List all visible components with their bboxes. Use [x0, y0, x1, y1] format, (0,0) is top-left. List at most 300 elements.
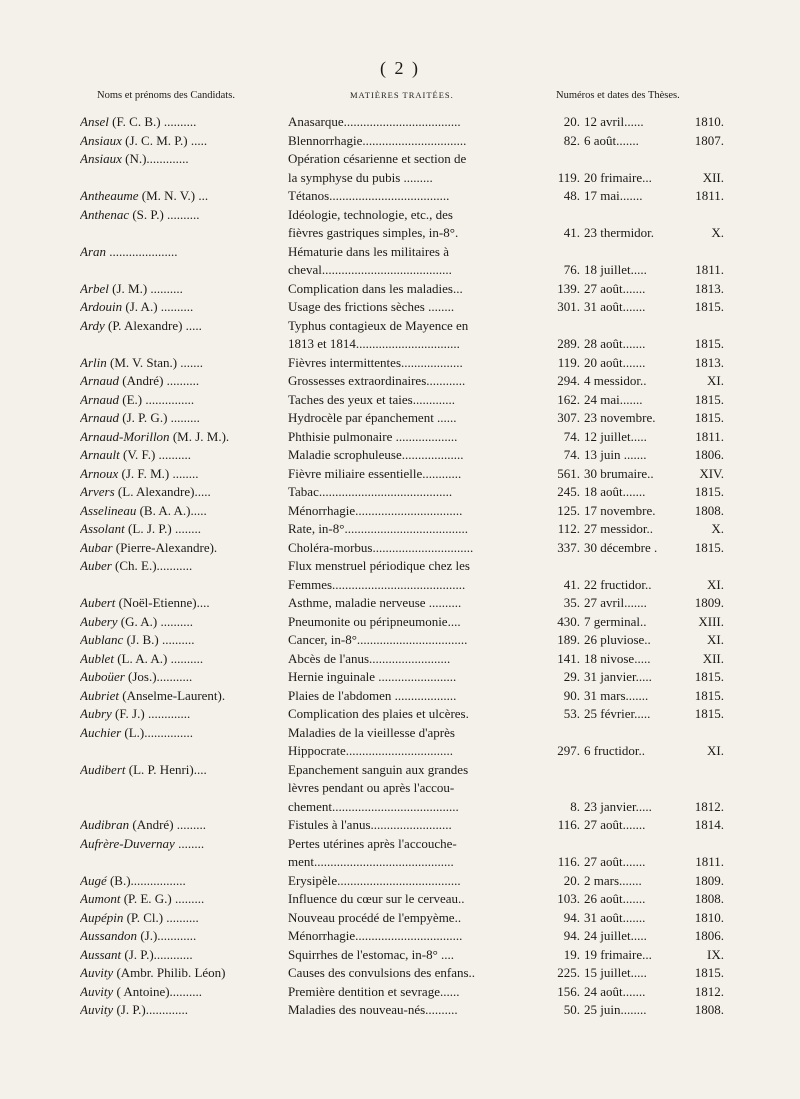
thesis-year: 1811. [695, 428, 724, 444]
thesis-number-date [548, 983, 724, 1002]
thesis-subject-line: Fièvres intermittentes................... [288, 354, 463, 370]
candidate-given-names: (J. P. G.) ......... [119, 410, 200, 425]
thesis-year: 1815. [694, 410, 724, 425]
thesis-subject-line: Hippocrate................................. [288, 743, 454, 758]
candidate-given-names: (F. C. B.) .......... [108, 114, 197, 129]
candidate-surname: Ardouin [80, 299, 123, 314]
thesis-subject-line: Première dentition et sevrage...... [288, 983, 460, 999]
candidate-surname: Ansiaux [80, 132, 122, 148]
thesis-number-date [548, 650, 724, 669]
thesis-year: 1811. [695, 262, 724, 277]
thesis-number-date [548, 187, 724, 206]
thesis-year: 1815. [694, 484, 724, 499]
list-item [0, 890, 800, 909]
thesis-number-date [548, 909, 724, 928]
list-item [0, 650, 800, 669]
thesis-subject [288, 409, 534, 428]
thesis-date: 27 avril....... [584, 595, 647, 610]
list-item [0, 724, 800, 761]
thesis-subject [288, 206, 534, 243]
thesis-number: 29. [563, 669, 580, 684]
thesis-year: XI. [707, 373, 724, 388]
thesis-number: 139. [557, 280, 580, 296]
thesis-year: 1811. [695, 854, 724, 869]
thesis-number: 337. [557, 539, 580, 555]
candidate-name [80, 668, 280, 687]
candidate-surname: Aublet [80, 650, 114, 666]
thesis-subject [288, 594, 534, 613]
thesis-date: 17 mai....... [584, 188, 643, 203]
thesis-date: 31 août....... [584, 909, 646, 925]
candidate-surname: Auvity [80, 1002, 114, 1017]
candidate-surname: Arlin [80, 354, 107, 370]
thesis-subject-line: Maladies des nouveau-nés.......... [288, 1002, 458, 1017]
thesis-subject-line: 1813 et 1814................................ [288, 336, 460, 351]
list-item [0, 927, 800, 946]
candidate-given-names: (B. A. A.)..... [136, 502, 207, 518]
thesis-year: 1810. [694, 114, 724, 129]
thesis-number-date [548, 1001, 724, 1020]
thesis-subject [288, 946, 534, 965]
thesis-subject-line: Complication des plaies et ulcères. [288, 706, 469, 721]
thesis-number-date [548, 668, 724, 687]
thesis-subject [288, 150, 534, 187]
thesis-subject-line: Abcès de l'anus......................... [288, 650, 451, 666]
candidate-surname: Antheaume [80, 188, 139, 203]
candidate-name [80, 446, 280, 465]
thesis-number: 103. [557, 891, 580, 906]
header-matters: MATIÈRES TRAITÉES. [350, 90, 454, 100]
thesis-subject-line: Grossesses extraordinaires............ [288, 373, 466, 388]
thesis-date: 20 août....... [584, 354, 646, 370]
thesis-number: 301. [557, 299, 580, 314]
thesis-subject [288, 243, 534, 280]
thesis-list [0, 113, 800, 1020]
thesis-subject-line: Squirrhes de l'estomac, in-8° .... [288, 946, 455, 962]
thesis-subject [288, 502, 534, 521]
thesis-subject [288, 372, 534, 391]
candidate-name [80, 409, 280, 428]
thesis-date: 19 frimaire... [584, 946, 652, 962]
thesis-year: 1814. [694, 817, 724, 832]
thesis-subject-line: Plaies de l'abdomen ................... [288, 687, 457, 703]
thesis-subject-line: Typhus contagieux de Mayence en [288, 317, 469, 333]
thesis-subject [288, 539, 534, 558]
candidate-name [80, 483, 280, 502]
candidate-name [80, 206, 280, 225]
candidate-name [80, 298, 280, 317]
thesis-number: 561. [557, 465, 580, 481]
thesis-year: 1815. [694, 299, 724, 314]
list-item [0, 687, 800, 706]
list-item [0, 594, 800, 613]
candidate-surname: Arnaud [80, 410, 119, 425]
thesis-number: 20. [563, 872, 580, 888]
candidate-given-names: (J. B.) .......... [123, 632, 195, 647]
thesis-number: 294. [557, 373, 580, 388]
candidate-given-names: (Ch. E.)........... [111, 558, 193, 573]
candidate-name [80, 890, 280, 909]
list-item [0, 428, 800, 447]
candidate-name [80, 465, 280, 484]
candidate-given-names: (L. P. Henri).... [125, 761, 207, 777]
candidate-name [80, 705, 280, 724]
candidate-given-names: (G. A.) .......... [117, 613, 194, 629]
thesis-number: 94. [563, 909, 580, 925]
thesis-number: 19. [563, 946, 580, 962]
thesis-date: 18 août....... [584, 484, 646, 499]
candidate-name [80, 539, 280, 558]
thesis-subject-line: fièvres gastriques simples, in-8°. [288, 225, 459, 240]
candidate-surname: Aupépin [80, 909, 124, 925]
thesis-subject-line: Fistules à l'anus......................... [288, 817, 452, 832]
thesis-number: 20. [563, 114, 580, 129]
thesis-year: 1807. [694, 132, 724, 148]
thesis-date: 12 avril...... [584, 114, 644, 129]
thesis-number: 90. [563, 687, 580, 703]
candidate-name [80, 631, 280, 650]
candidate-surname: Aublanc [80, 632, 124, 647]
thesis-subject [288, 613, 534, 632]
thesis-number-date [548, 853, 724, 872]
list-item [0, 631, 800, 650]
thesis-subject-line: Asthme, maladie nerveuse .......... [288, 595, 462, 610]
thesis-year: 1809. [694, 872, 724, 888]
candidate-given-names: (Pierre-Alexandre). [112, 539, 218, 555]
candidate-surname: Aubry [80, 706, 112, 721]
thesis-date: 23 novembre. [584, 410, 656, 425]
thesis-subject-line: Flux menstruel périodique chez les [288, 558, 470, 573]
thesis-number-date [548, 594, 724, 613]
thesis-number: 225. [557, 965, 580, 980]
thesis-date: 25 juin........ [584, 1002, 647, 1017]
candidate-surname: Arnoux [80, 465, 119, 481]
thesis-subject [288, 890, 534, 909]
thesis-date: 22 fructidor.. [584, 576, 652, 592]
candidate-given-names: (J. P.)............ [121, 946, 193, 962]
candidate-surname: Aran [80, 243, 106, 259]
thesis-number-date [548, 428, 724, 447]
thesis-subject [288, 280, 534, 299]
thesis-subject [288, 446, 534, 465]
candidate-surname: Audibran [80, 817, 130, 832]
candidate-name [80, 816, 280, 835]
thesis-subject-line: Nouveau procédé de l'empyème.. [288, 909, 462, 925]
list-item [0, 113, 800, 132]
thesis-subject [288, 298, 534, 317]
thesis-year: X. [711, 225, 724, 240]
thesis-number: 53. [563, 706, 580, 721]
thesis-subject [288, 187, 534, 206]
thesis-date: 7 germinal.. [584, 613, 647, 629]
candidate-surname: Arbel [80, 280, 109, 296]
candidate-name [80, 150, 280, 169]
thesis-number-date [548, 742, 724, 761]
candidate-name [80, 724, 280, 743]
thesis-subject-line: Rate, in-8°...................................... [288, 521, 468, 536]
thesis-number-date [548, 280, 724, 299]
candidate-surname: Arvers [80, 484, 115, 499]
thesis-date: 27 messidor.. [584, 521, 653, 536]
candidate-name [80, 946, 280, 965]
thesis-subject-line: Usage des frictions sèches ........ [288, 299, 455, 314]
list-item [0, 280, 800, 299]
candidate-surname: Augé [80, 872, 107, 888]
thesis-number-date [548, 613, 724, 632]
thesis-number-date [548, 372, 724, 391]
thesis-year: XI. [707, 743, 724, 758]
thesis-date: 6 fructidor.. [584, 743, 646, 758]
list-item [0, 983, 800, 1002]
thesis-year: XI. [707, 576, 724, 592]
candidate-name [80, 557, 280, 576]
thesis-subject-line: Blennorrhagie................................ [288, 132, 467, 148]
thesis-year: 1808. [694, 1002, 724, 1017]
thesis-date: 17 novembre. [584, 502, 656, 518]
candidate-surname: Aubar [80, 539, 113, 555]
thesis-year: 1815. [694, 539, 724, 555]
thesis-year: 1815. [694, 965, 724, 980]
thesis-number-date [548, 890, 724, 909]
candidate-given-names: ..................... [106, 243, 178, 259]
thesis-subject [288, 557, 534, 594]
thesis-date: 6 août....... [584, 132, 639, 148]
thesis-number: 119. [557, 169, 580, 185]
list-item [0, 539, 800, 558]
thesis-date: 27 août....... [584, 854, 646, 869]
list-item [0, 557, 800, 594]
candidate-given-names: (F. J.) ............. [111, 706, 191, 721]
candidate-surname: Auvity [80, 965, 114, 980]
candidate-name [80, 354, 280, 373]
thesis-year: 1815. [694, 336, 724, 351]
thesis-number-date [548, 502, 724, 521]
thesis-number-date [548, 169, 724, 188]
thesis-subject [288, 317, 534, 354]
thesis-subject [288, 872, 534, 891]
candidate-surname: Aussandon [80, 928, 138, 943]
thesis-date: 12 juillet..... [584, 428, 647, 444]
candidate-given-names: (L. Alexandre)..... [114, 484, 211, 499]
thesis-number: 430. [557, 613, 580, 629]
candidate-name [80, 113, 280, 132]
thesis-number-date [548, 409, 724, 428]
candidate-given-names: (Jos.)........... [124, 669, 193, 684]
thesis-number-date [548, 705, 724, 724]
thesis-subject-line: Tabac......................................... [288, 484, 453, 499]
thesis-number-date [548, 687, 724, 706]
candidate-name [80, 761, 280, 780]
thesis-year: 1806. [694, 447, 724, 462]
thesis-number-date [548, 483, 724, 502]
thesis-date: 23 thermidor. [584, 225, 655, 240]
thesis-number: 189. [557, 632, 580, 647]
candidate-name [80, 835, 280, 854]
thesis-date: 24 juillet..... [584, 928, 647, 943]
thesis-subject-line: lèvres pendant ou après l'accou- [288, 780, 455, 795]
thesis-year: 1813. [694, 354, 724, 370]
candidate-given-names: (J. A.) .......... [122, 299, 194, 314]
candidate-given-names: (N.)............. [121, 151, 189, 166]
candidate-surname: Assolant [80, 521, 125, 536]
candidate-given-names: (J.)............ [137, 928, 197, 943]
list-item [0, 483, 800, 502]
thesis-number: 35. [563, 595, 580, 610]
list-item [0, 705, 800, 724]
thesis-subject [288, 909, 534, 928]
thesis-number-date [548, 946, 724, 965]
candidate-surname: Auchier [80, 724, 122, 740]
thesis-subject [288, 132, 534, 151]
candidate-given-names: (M. V. Stan.) ....... [106, 354, 204, 370]
thesis-subject [288, 835, 534, 872]
thesis-subject-line: Cancer, in-8°.................................. [288, 632, 468, 647]
thesis-date: 27 août....... [584, 817, 646, 832]
thesis-number: 116. [557, 817, 580, 832]
thesis-subject [288, 1001, 534, 1020]
candidate-given-names: (S. P.) .......... [129, 206, 200, 222]
candidate-given-names: (L.)............... [121, 724, 194, 740]
thesis-number: 141. [557, 650, 580, 666]
thesis-subject-line: Epanchement sanguin aux grandes [288, 761, 469, 777]
thesis-subject [288, 705, 534, 724]
candidate-given-names: ( Antoine).......... [113, 983, 203, 999]
thesis-year: 1815. [694, 706, 724, 721]
thesis-subject-line: Choléra-morbus............................... [288, 539, 474, 555]
list-item [0, 391, 800, 410]
thesis-number: 48. [563, 188, 580, 203]
thesis-year: 1812. [694, 983, 724, 999]
thesis-date: 31 janvier..... [584, 669, 652, 684]
candidate-given-names: (André) .......... [119, 373, 200, 388]
candidate-name [80, 650, 280, 669]
thesis-date: 18 juillet..... [584, 262, 647, 277]
thesis-date: 24 août....... [584, 983, 646, 999]
thesis-date: 23 janvier..... [584, 798, 652, 814]
thesis-number-date [548, 354, 724, 373]
thesis-subject-line: Tétanos..................................... [288, 188, 450, 203]
thesis-year: X. [711, 521, 724, 536]
candidate-given-names: (Noël-Etienne).... [115, 595, 210, 610]
thesis-date: 26 pluviose.. [584, 632, 651, 647]
thesis-number-date [548, 113, 724, 132]
thesis-subject-line: Complication dans les maladies... [288, 280, 463, 296]
thesis-year: 1810. [694, 909, 724, 925]
thesis-subject-line: ment........................................... [288, 854, 454, 869]
thesis-number: 41. [563, 576, 580, 592]
thesis-subject [288, 964, 534, 983]
thesis-number: 94. [563, 928, 580, 943]
thesis-year: IX. [707, 946, 724, 962]
thesis-year: XI. [707, 632, 724, 647]
thesis-number: 74. [563, 428, 580, 444]
thesis-number: 297. [557, 743, 580, 758]
thesis-subject-line: Taches des yeux et taies............. [288, 391, 455, 407]
candidate-given-names: (André) ......... [129, 817, 207, 832]
list-item [0, 761, 800, 817]
thesis-number: 245. [557, 484, 580, 499]
thesis-number-date [548, 465, 724, 484]
list-item [0, 816, 800, 835]
thesis-date: 25 février..... [584, 706, 651, 721]
thesis-year: 1815. [694, 687, 724, 703]
list-item [0, 298, 800, 317]
candidate-surname: Aubert [80, 595, 116, 610]
thesis-subject-line: Influence du cœur sur le cerveau.. [288, 891, 465, 906]
list-item [0, 909, 800, 928]
thesis-year: XIII. [698, 613, 724, 629]
thesis-number-date [548, 298, 724, 317]
candidate-name [80, 927, 280, 946]
thesis-subject [288, 816, 534, 835]
list-item [0, 317, 800, 354]
thesis-subject-line: Opération césarienne et section de [288, 151, 467, 166]
list-item [0, 150, 800, 187]
thesis-subject [288, 927, 534, 946]
thesis-date: 2 mars....... [584, 872, 642, 888]
thesis-date: 28 août....... [584, 336, 646, 351]
thesis-subject-line: Femmes......................................... [288, 576, 466, 592]
candidate-surname: Arnaud-Morillon [80, 428, 170, 444]
thesis-date: 24 mai....... [584, 391, 643, 407]
candidate-given-names: (P. E. G.) ......... [120, 891, 205, 906]
candidate-surname: Aubriet [80, 687, 119, 703]
thesis-number: 156. [557, 983, 580, 999]
list-item [0, 409, 800, 428]
thesis-subject-line: Hématurie dans les militaires à [288, 243, 450, 259]
thesis-number: 74. [563, 447, 580, 462]
list-item [0, 520, 800, 539]
list-item [0, 872, 800, 891]
candidate-surname: Auboüer [80, 669, 125, 684]
candidate-name [80, 909, 280, 928]
candidate-surname: Auber [80, 558, 112, 573]
thesis-subject-line: Ménorrhagie................................. [288, 502, 463, 518]
thesis-number-date [548, 927, 724, 946]
thesis-number-date [548, 391, 724, 410]
thesis-subject [288, 428, 534, 447]
thesis-subject-line: Anasarque.................................... [288, 114, 461, 129]
thesis-year: 1809. [694, 595, 724, 610]
thesis-number: 41. [563, 225, 580, 240]
candidate-given-names: (V. F.) .......... [119, 447, 192, 462]
candidate-name [80, 594, 280, 613]
thesis-number: 289. [557, 336, 580, 351]
thesis-year: 1811. [695, 188, 724, 203]
candidate-given-names: (L. J. P.) ........ [124, 521, 201, 536]
candidate-surname: Arnaud [80, 391, 119, 407]
list-item [0, 187, 800, 206]
candidate-name [80, 372, 280, 391]
candidate-surname: Anthenac [80, 206, 130, 222]
thesis-number-date [548, 520, 724, 539]
header-numbers-dates: Numéros et dates des Thèses. [556, 90, 680, 101]
thesis-subject [288, 631, 534, 650]
thesis-year: 1806. [694, 928, 724, 943]
candidate-name [80, 243, 280, 262]
thesis-subject-line: cheval........................................ [288, 262, 452, 277]
list-item [0, 206, 800, 243]
candidate-surname: Arnaud [80, 373, 119, 388]
thesis-date: 13 juin ....... [584, 447, 647, 462]
candidate-surname: Arnault [80, 447, 120, 462]
thesis-subject-line: Pertes utérines après l'accouche- [288, 835, 457, 851]
candidate-given-names: (E.) ............... [119, 391, 195, 407]
list-item [0, 613, 800, 632]
candidate-name [80, 964, 280, 983]
thesis-number: 50. [563, 1002, 580, 1017]
column-headers [0, 90, 800, 106]
